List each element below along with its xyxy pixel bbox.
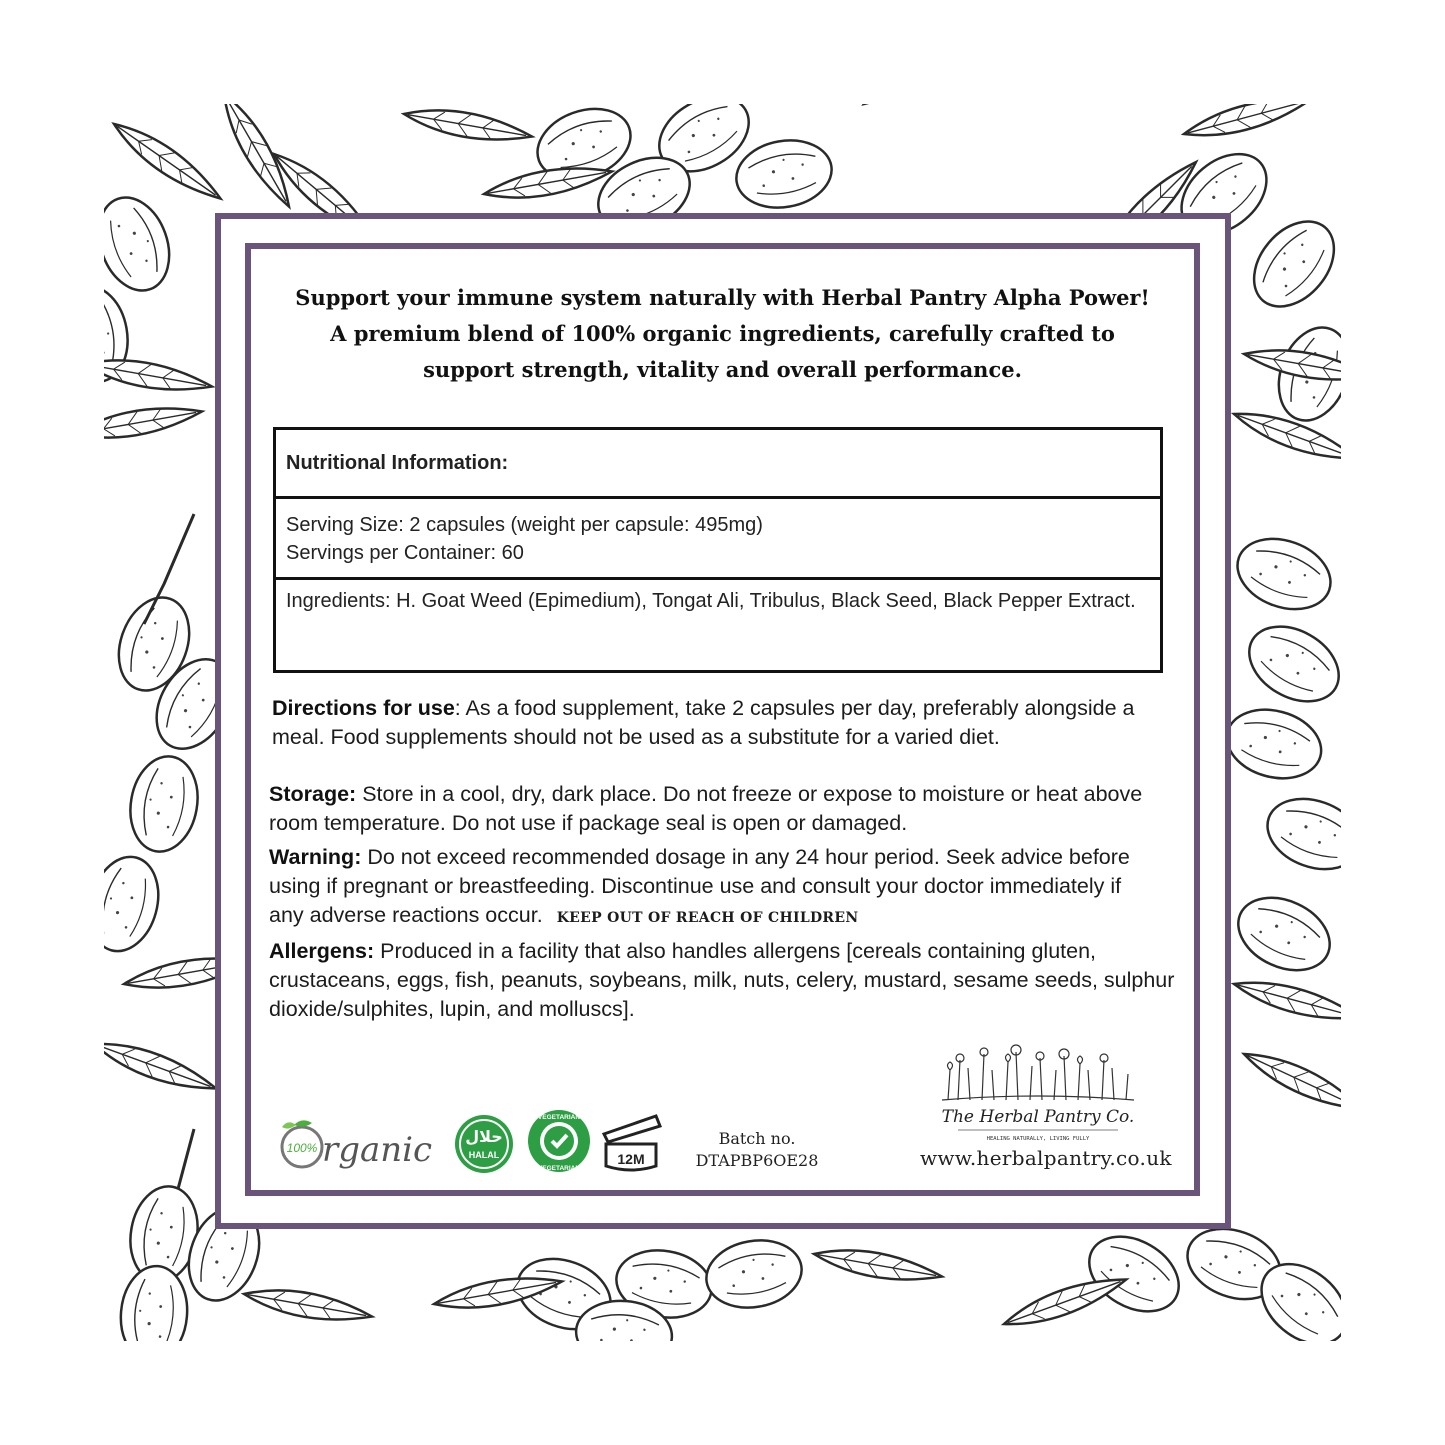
- directions-text: : As a food supplement, take 2 capsules per day, preferably alongside a meal. Food supplements should not be used as a substitute for a varied diet.: [272, 696, 1135, 749]
- allergens-text: Produced in a facility that also handles allergens [cereals containing gluten, crustaceans, eggs, fish, peanuts, soybeans, milk, nuts, celery, mustard, sesame seeds, sulphur dioxide/sulphites, lupin, and molluscs].: [269, 939, 1175, 1021]
- serving-size: Serving Size: 2 capsules (weight per capsule: 495mg): [286, 514, 763, 536]
- keep-out-of-reach: KEEP OUT OF REACH OF CHILDREN: [556, 910, 859, 926]
- nutrition-table: [273, 427, 1163, 673]
- organic-leaf-icon: [294, 1120, 312, 1126]
- allergens-paragraph: [269, 937, 1179, 1024]
- intro-line-2: A premium blend of 100% organic ingredients, carefully crafted to: [330, 321, 1115, 346]
- intro-line-3: support strength, vitality and overall performance.: [423, 357, 1022, 382]
- organic-percent: 100%: [286, 1141, 318, 1155]
- batch-code: DTAPBP6OE28: [695, 1151, 819, 1170]
- brand-tagline: HEALING NATURALLY, LIVING FULLY: [986, 1136, 1090, 1142]
- allergens-label: Allergens:: [269, 939, 375, 963]
- halal-arabic-icon: حلال: [465, 1127, 503, 1146]
- batch-label: Batch no.: [718, 1129, 796, 1148]
- vegetarian-badge: [526, 1108, 592, 1174]
- servings-per-container: Servings per Container: 60: [286, 542, 524, 564]
- pao-12m-icon: [598, 1112, 664, 1174]
- directions-paragraph: [272, 694, 1162, 752]
- svg-text:VEGETARIAN: VEGETARIAN: [537, 1165, 581, 1172]
- storage-label: Storage:: [269, 782, 357, 806]
- storage-text: Store in a cool, dry, dark place. Do not freeze or expose to moisture or heat above room temperature. Do not use if package seal is open or damaged.: [269, 782, 1143, 835]
- batch-info: [692, 1128, 822, 1172]
- vegetarian-word: VEGETARIAN: [537, 1114, 581, 1121]
- warning-label: Warning:: [269, 845, 362, 869]
- halal-word: HALAL: [468, 1150, 500, 1160]
- organic-badge: [272, 1115, 444, 1175]
- ingredients: Ingredients: H. Goat Weed (Epimedium), Tongat Ali, Tribulus, Black Seed, Black Pepper Extract.: [286, 590, 1136, 612]
- warning-text: Do not exceed recommended dosage in any 24 hour period. Seek advice before using if pregnant or breastfeeding. Discontinue use and consult your doctor immediately if any adverse reactions occur.: [269, 845, 1130, 927]
- intro-line-1: Support your immune system naturally with Herbal Pantry Alpha Power!: [295, 285, 1150, 310]
- storage-paragraph: [269, 780, 1169, 838]
- serving-info: [276, 499, 1160, 580]
- wildflower-icon: [942, 1045, 1134, 1100]
- organic-word: rganic: [322, 1130, 433, 1170]
- nutrition-heading: Nutritional Information:: [276, 430, 1160, 499]
- directions-label: Directions for use: [272, 696, 455, 720]
- herbal-pantry-logo: [938, 1040, 1138, 1145]
- brand-name: The Herbal Pantry Co.: [941, 1107, 1135, 1127]
- halal-badge: [452, 1112, 516, 1176]
- intro-heading: [250, 280, 1195, 388]
- warning-paragraph: [269, 843, 1159, 933]
- pao-label: 12M: [617, 1151, 645, 1167]
- website-url: www.herbalpantry.co.uk: [920, 1146, 1172, 1170]
